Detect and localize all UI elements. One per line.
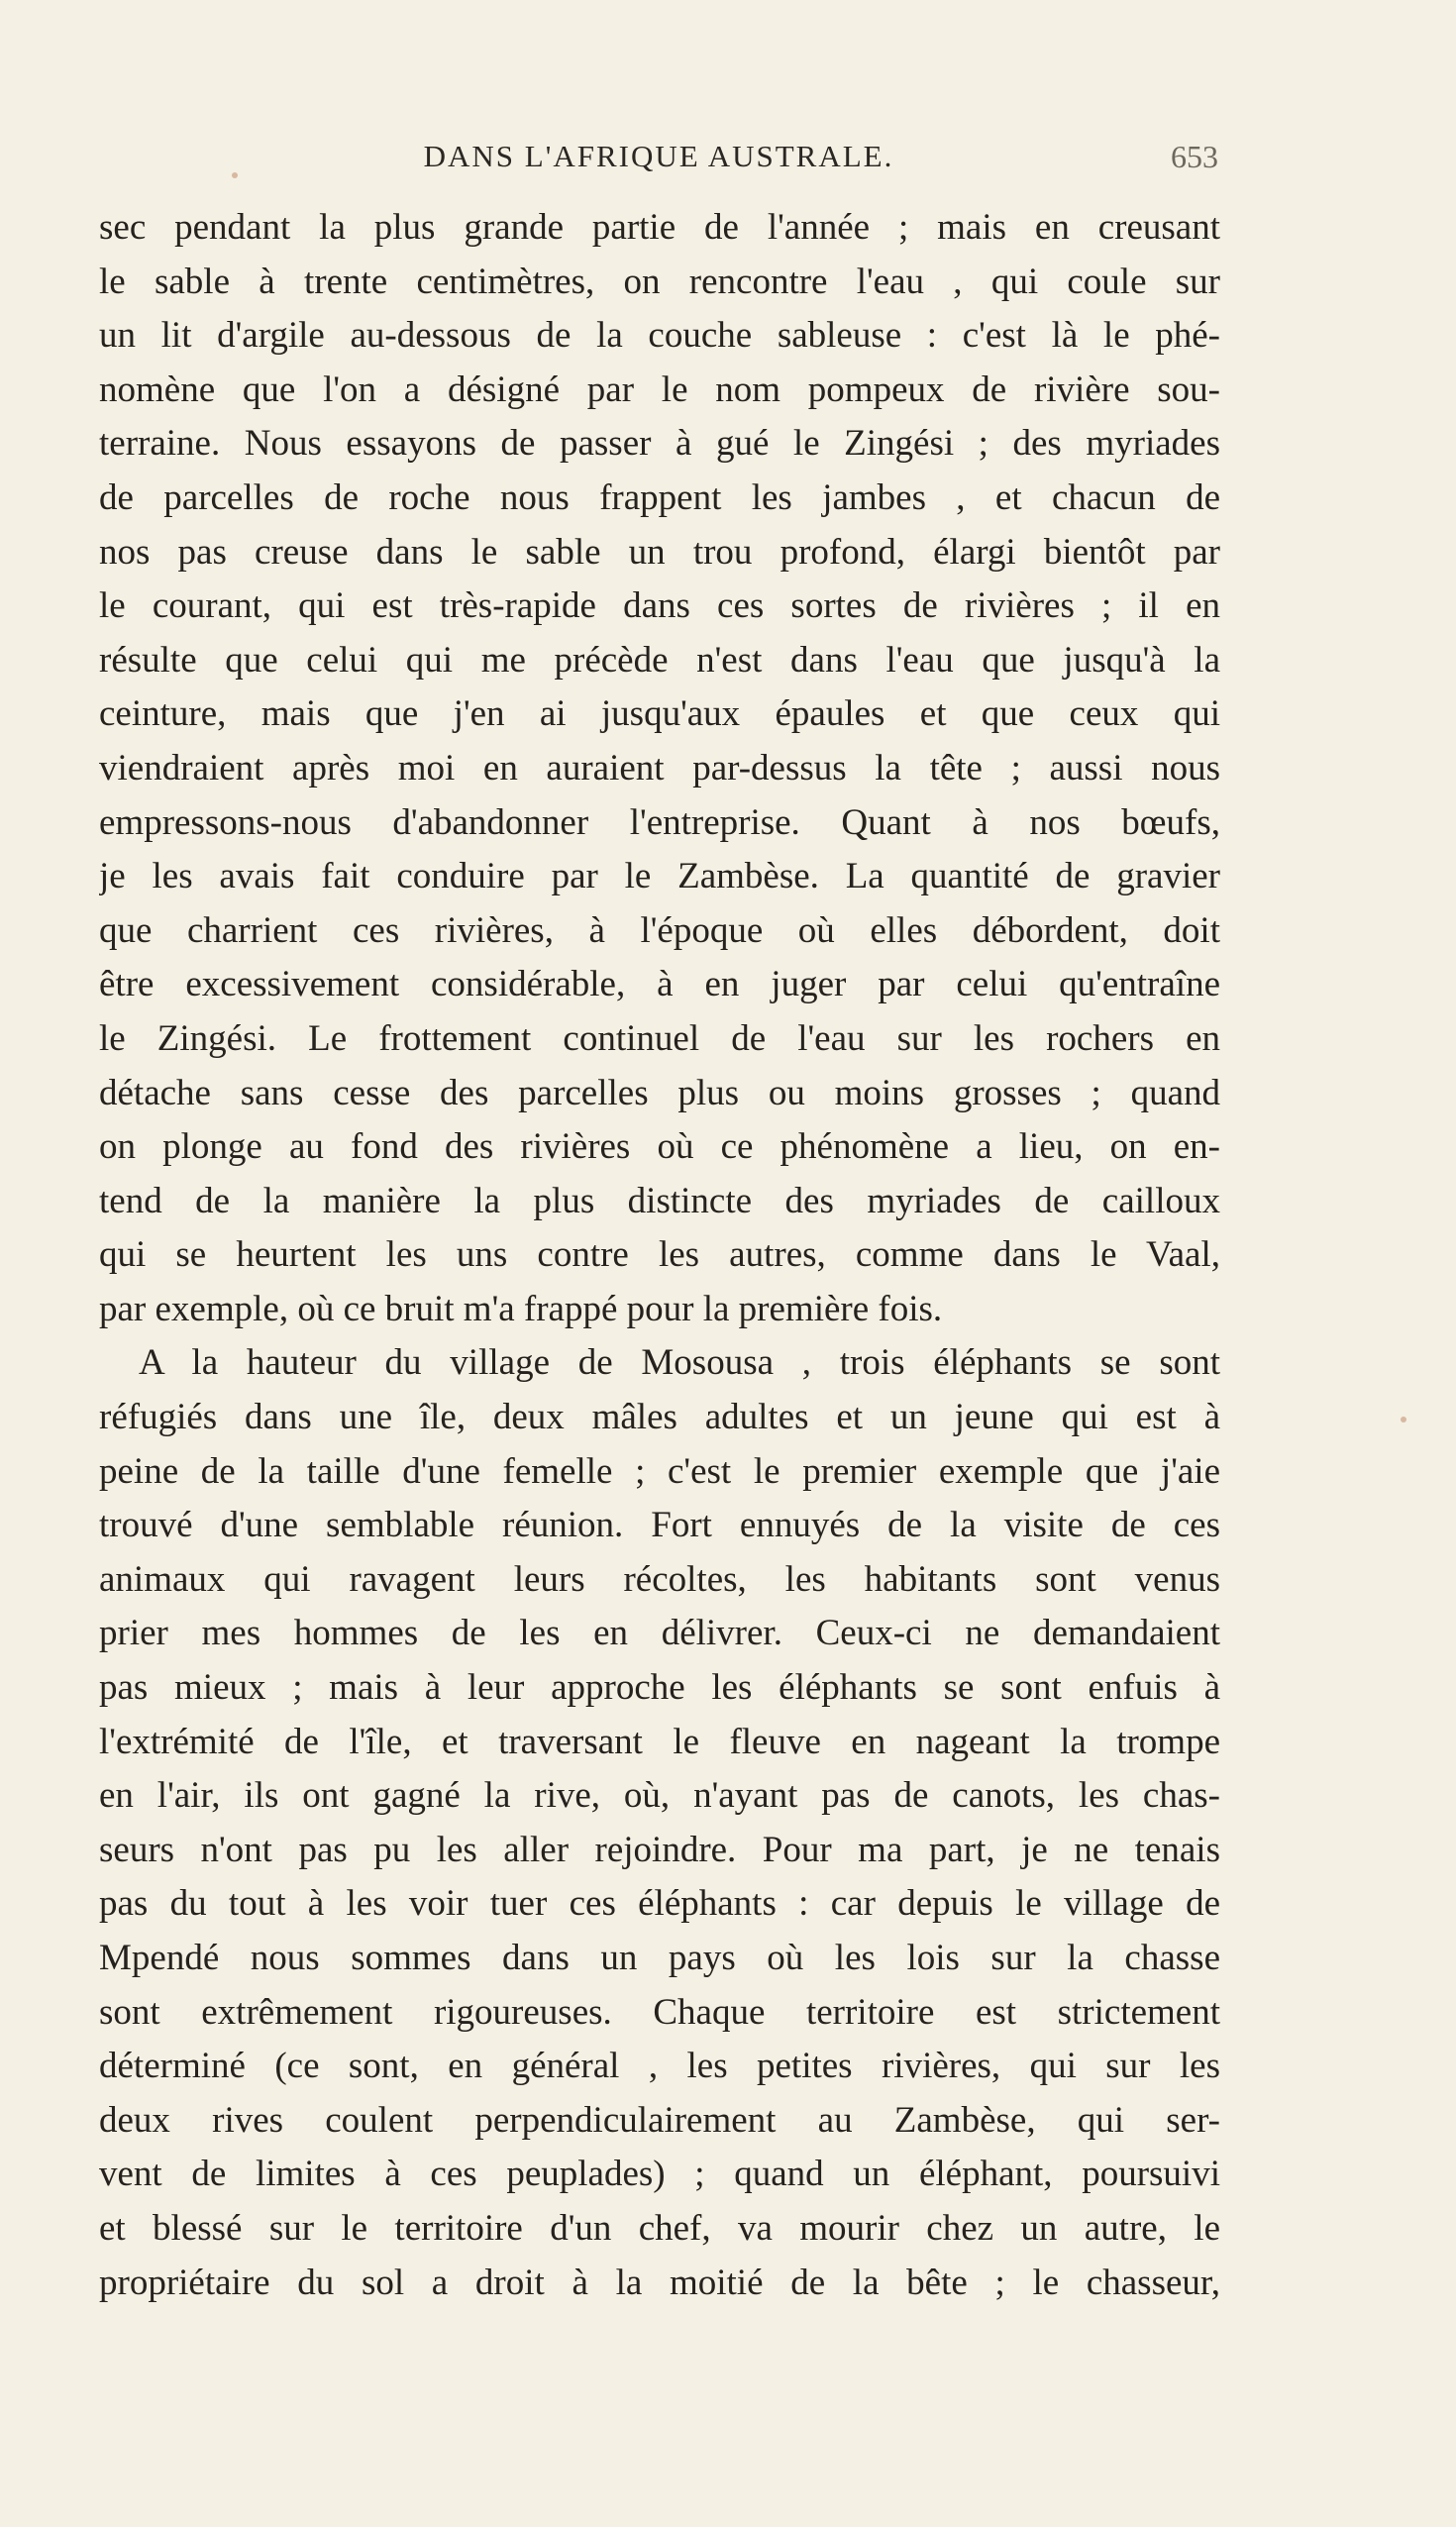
text-line: que charrient ces rivières, à l'époque où elles débordent, doit [99, 909, 1220, 951]
text-line: trouvé d'une semblable réunion. Fort ennuyés de la visite de ces [99, 1505, 1220, 1546]
text-line: détache sans cesse des parcelles plus ou moins grosses ; quand [99, 1072, 1220, 1113]
text-line: on plonge au fond des rivières où ce phénomène a lieu, on en- [99, 1126, 1220, 1168]
running-title: DANS L'AFRIQUE AUSTRALE. [423, 139, 894, 173]
text-line: le Zingési. Le frottement continuel de l'eau sur les rochers en [99, 1017, 1220, 1059]
text-line: de parcelles de roche nous frappent les jambes , et chacun de [99, 476, 1220, 518]
paper-speck [1401, 1417, 1406, 1422]
text-line: vent de limites à ces peuplades) ; quand un éléphant, poursuivi [99, 2154, 1220, 2195]
text-line: pas du tout à les voir tuer ces éléphants : car depuis le village de [99, 1883, 1220, 1925]
text-line: un lit d'argile au-dessous de la couche sableuse : c'est là le phé- [99, 315, 1220, 357]
text-line: qui se heurtent les uns contre les autres, comme dans le Vaal, [99, 1234, 1220, 1276]
text-line: par exemple, où ce bruit m'a frappé pour la première fois. [99, 1288, 943, 1329]
text-line: le courant, qui est très-rapide dans ces sortes de rivières ; il en [99, 585, 1220, 627]
body-text [99, 201, 1220, 2310]
text-line: résulte que celui qui me précède n'est dans l'eau que jusqu'à la [99, 639, 1220, 681]
paper-speck [232, 172, 238, 178]
page-number: 653 [1171, 139, 1218, 174]
text-line: tend de la manière la plus distincte des myriades de cailloux [99, 1180, 1220, 1221]
text-line: sont extrêmement rigoureuses. Chaque territoire est strictement [99, 1991, 1220, 2033]
text-line: ceinture, mais que j'en ai jusqu'aux épaules et que ceux qui [99, 693, 1220, 735]
text-line: peine de la taille d'une femelle ; c'est le premier exemple que j'aie [99, 1450, 1220, 1492]
text-line: réfugiés dans une île, deux mâles adultes et un jeune qui est à [99, 1397, 1220, 1438]
text-line: je les avais fait conduire par le Zambèse. La quantité de gravier [99, 856, 1220, 897]
text-line: nomène que l'on a désigné par le nom pompeux de rivière sou- [99, 369, 1220, 410]
text-line: A la hauteur du village de Mosousa , trois éléphants se sont [139, 1342, 1220, 1384]
text-line: pas mieux ; mais à leur approche les éléphants se sont enfuis à [99, 1667, 1220, 1709]
text-line: Mpendé nous sommes dans un pays où les lois sur la chasse [99, 1938, 1220, 1978]
text-line: prier mes hommes de les en délivrer. Ceux-ci ne demandaient [99, 1613, 1220, 1654]
text-line: viendraient après moi en auraient par-dessus la tête ; aussi nous [99, 747, 1220, 789]
text-line: être excessivement considérable, à en juger par celui qu'entraîne [99, 964, 1220, 1005]
text-line: le sable à trente centimètres, on rencontre l'eau , qui coule sur [99, 261, 1220, 302]
text-line: sec pendant la plus grande partie de l'année ; mais en creusant [99, 207, 1220, 248]
text-line: et blessé sur le territoire d'un chef, va mourir chez un autre, le [99, 2207, 1220, 2249]
text-line: nos pas creuse dans le sable un trou profond, élargi bientôt par [99, 531, 1220, 573]
text-line: terraine. Nous essayons de passer à gué le Zingési ; des myriades [99, 423, 1220, 465]
text-line: deux rives coulent perpendiculairement au Zambèse, qui ser- [99, 2099, 1220, 2141]
text-line: déterminé (ce sont, en général , les petites rivières, qui sur les [99, 2046, 1220, 2087]
text-line: animaux qui ravagent leurs récoltes, les habitants sont venus [99, 1558, 1220, 1600]
page-header [99, 139, 1218, 188]
text-line: seurs n'ont pas pu les aller rejoindre. Pour ma part, je ne tenais [99, 1829, 1220, 1870]
text-line: en l'air, ils ont gagné la rive, où, n'ayant pas de canots, les chas- [99, 1775, 1220, 1817]
text-line: propriétaire du sol a droit à la moitié de la bête ; le chasseur, [99, 2262, 1220, 2303]
text-line: l'extrémité de l'île, et traversant le fleuve en nageant la trompe [99, 1721, 1220, 1762]
text-line: empressons-nous d'abandonner l'entreprise. Quant à nos bœufs, [99, 801, 1220, 843]
